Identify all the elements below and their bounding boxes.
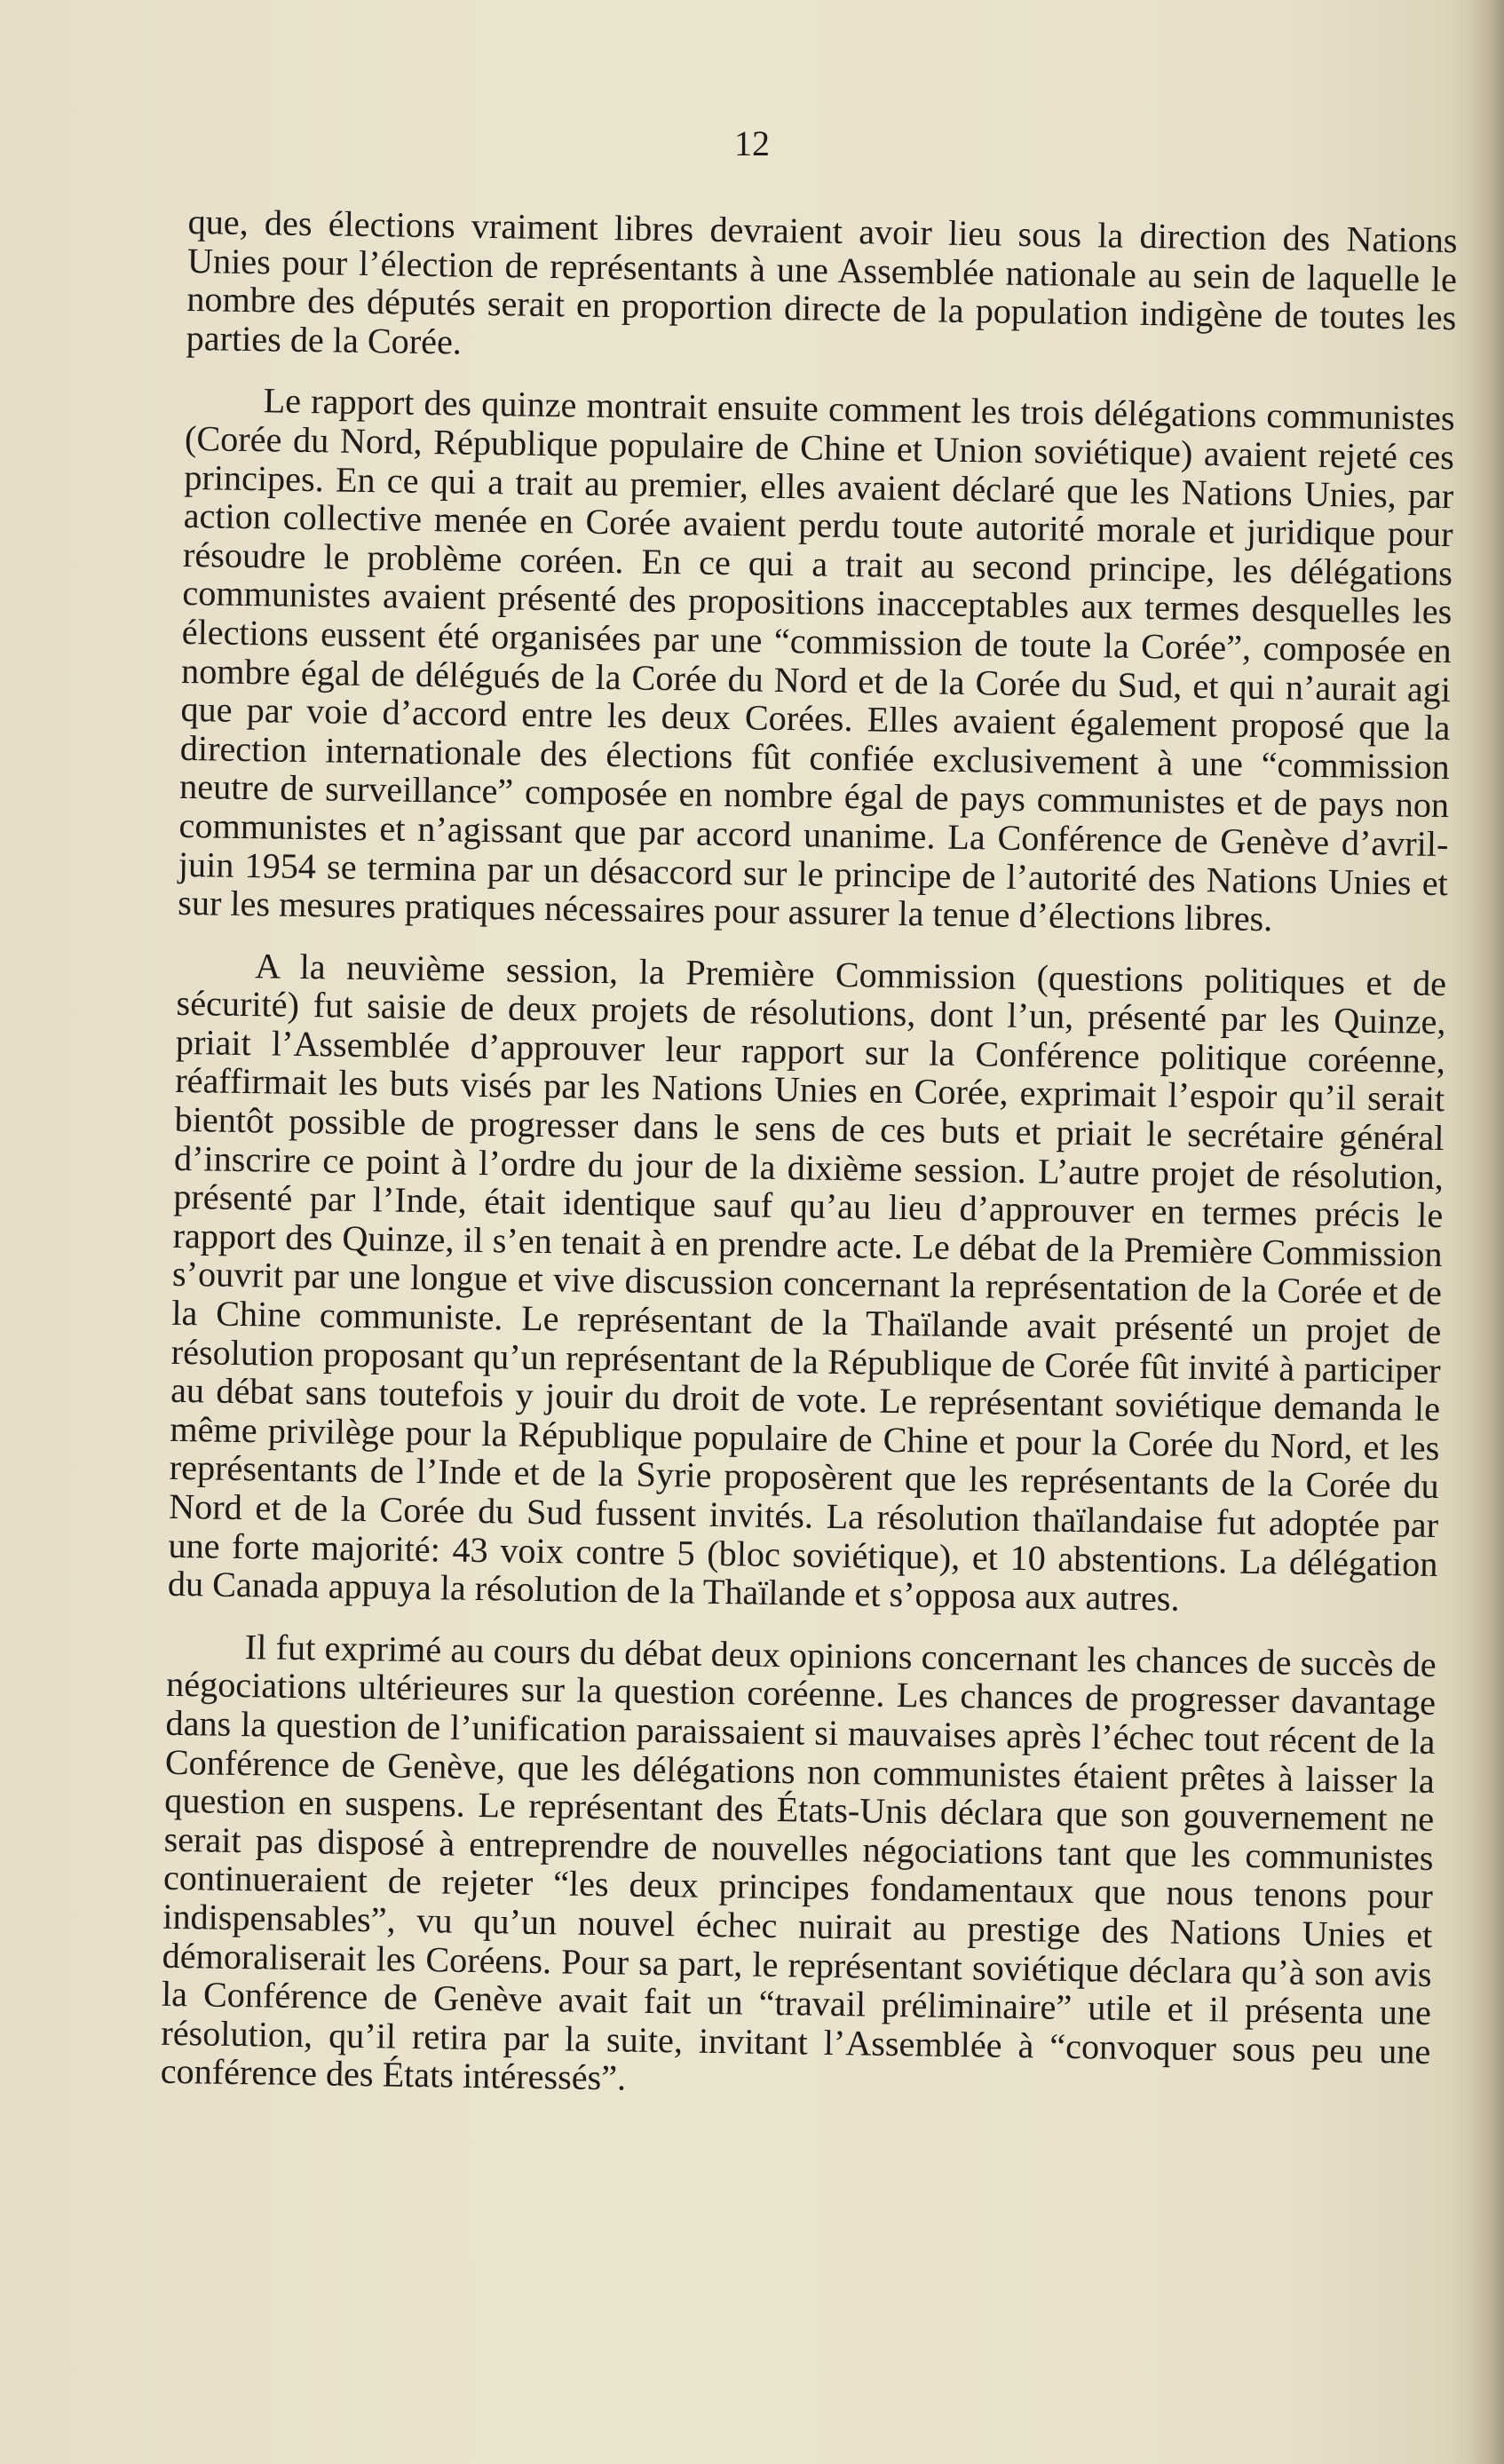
paragraph-1: que, des élections vraiment libres devraient avoir lieu sous la direction des Nations Unies pour l’élection de représentants à une Assemblée nationale au sein de laquelle le nombre des députés serait en proportion directe de la population indigène de toutes les parties de la Corée.: [186, 202, 1458, 362]
paragraph-3: A la neuvième session, la Première Commission (questions politiques et de sécurité) fut saisie de deux projets de résolutions, dont l’un, présenté par les Quinze, priait l’Assemblée d’approuver leur rapport sur la Conférence politique coréenne, réaffirmait les buts visés par les Nations Unies en Corée, exprimait l’espoir qu’il serait bientôt possible de progresser dans le sens de ces buts et priait le secrétaire général d’inscrire ce point à l’ordre du jour de la dixième session. L’autre projet de résolution, présenté par l’Inde, était identique sauf qu’au lieu d’approuver en termes précis le rapport des Quinze, il s’en tenait à en prendre acte. Le débat de la Première Commission s’ouvrit par une longue et vive discussion concernant la représentation de la Corée et de la Chine communiste. Le représentant de la Thaïlande avait présenté un projet de résolution proposant qu’un représentant de la République de Corée fût invité à participer au débat sans toutefois y jouir du droit de vote. Le représentant soviétique demanda le même privilège pour la République populaire de Chine et pour la Corée du Nord, et les représentants de l’Inde et de la Syrie proposèrent que les représentants de la Corée du Nord et de la Corée du Sud fussent invités. La résolution thaïlandaise fut adoptée par une forte majorité: 43 voix contre 5 (bloc soviétique), et 10 abstentions. La délégation du Canada appuya la résolution de la Thaïlande et s’opposa aux autres.: [167, 945, 1447, 1619]
page-edge-shadow: [1468, 0, 1504, 2464]
page-number: 12: [734, 123, 770, 163]
paragraph-4: Il fut exprimé au cours du débat deux opinions concernant les chances de succès de négociations ultérieures sur la question coréenne. Les chances de progresser davantage dans la question de l’unification paraissaient si mauvaises après l’échec tout récent de la Conférence de Genève, que les délégations non communistes étaient prêtes à laisser la question en suspens. Le représentant des États-Unis déclara que son gouvernement ne serait pas disposé à entreprendre de nouvelles négociations tant que les communistes continueraient de rejeter “les deux principes fondamentaux que nous tenons pour indispensables”, vu qu’un nouvel échec nuirait au prestige des Nations Unies et démoraliserait les Coréens. Pour sa part, le représentant soviétique déclara qu’à son avis la Conférence de Genève avait fait un “travail préliminaire” utile et il présenta une résolution, qu’il retira par la suite, invitant l’Assemblée à “convoquer sous peu une conférence des États intéressés”.: [160, 1626, 1437, 2098]
paragraph-2: Le rapport des quinze montrait ensuite comment les trois délégations communistes (Corée du Nord, République populaire de Chine et Union soviétique) avaient rejeté ces principes. En ce qui a trait au premier, elles avaient déclaré que les Nations Unies, par action collective menée en Corée avaient perdu toute autorité morale et juridique pour résoudre le problème coréen. En ce qui a trait au second principe, les délégations communistes avaient présenté des propositions inacceptables aux termes desquelles les élections eussent été organisées par une “commission de toute la Corée”, composée en nombre égal de délégués de la Corée du Nord et de la Corée du Sud, et qui n’aurait agi que par voie d’accord entre les deux Corées. Elles avaient également proposé que la direction internationale des élections fût confiée exclusivement à une “commission neutre de surveillance” composée en nombre égal de pays communistes et de pays non communistes et n’agissant que par accord unanime. La Conférence de Genève d’avril-juin 1954 se termina par un désaccord sur le principe de l’autorité des Nations Unies et sur les mesures pratiques nécessaires pour assurer la tenue d’élections libres.: [177, 380, 1455, 939]
body-text: [160, 202, 1458, 2133]
